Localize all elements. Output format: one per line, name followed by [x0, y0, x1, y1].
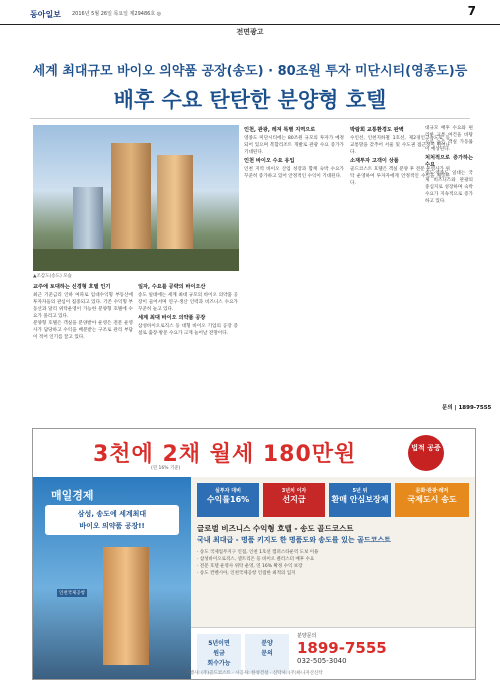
page-number: 7	[467, 4, 476, 18]
feature-value: 선지급	[282, 495, 306, 504]
article-column-3	[244, 125, 344, 420]
column-text: 송도 일대에는 세계 최대 규모의 바이오 의약품 공장이 들어서며 연구·생산 인력과 비즈니스 수요가 꾸준히 늘고 있다.	[138, 293, 238, 312]
phone-label: 분양문의	[297, 633, 317, 639]
building-image	[157, 155, 193, 263]
box-text: 원금	[213, 650, 225, 657]
box-text: 문의	[261, 650, 273, 657]
ad-title: 글로벌 비즈니스 수익형 호텔 - 송도 골드코스트	[197, 524, 354, 533]
column-heading: 소재투자 고객이 상품	[350, 158, 399, 164]
building-image	[111, 143, 151, 263]
feature-value: 수익률16%	[206, 495, 250, 504]
ad-note: (연 16% 기준)	[151, 466, 181, 471]
article-column-5	[425, 125, 473, 400]
list-item: · 전문 호텔 운영사 위탁 운영, 연 16% 확정 수익 보장	[197, 564, 303, 569]
ad-slogan	[45, 505, 179, 535]
newspaper-header	[0, 0, 500, 25]
headline-line-2: 배후 수요 탄탄한 분양형 호텔	[113, 88, 387, 112]
ad-feature-list	[197, 549, 469, 577]
ground-image	[33, 249, 239, 271]
column-heading: 인천 바이오 수요 유입	[244, 158, 295, 164]
inquiry-box	[245, 634, 289, 674]
feature-badge	[197, 483, 259, 517]
payback-box	[197, 634, 241, 674]
feature-value: 국제도시 송도	[407, 495, 457, 504]
slogan-line: 삼성, 송도에 세계최대	[77, 510, 147, 518]
feature-badge	[395, 483, 469, 517]
hotel-tower-image	[103, 547, 149, 665]
feature-caption: 5년 뒤	[352, 488, 368, 494]
column-heading: 교주에 토대하는 신경형 호텔 인기	[33, 284, 111, 290]
column-text: 인천 지역 바이오 산업 성장과 함께 숙박 수요가 꾸준히 증가하고 있어 안정적인 수익이 기대된다.	[244, 167, 344, 179]
notary-badge: 법적 공증	[408, 435, 444, 471]
column-heading: 박람회 교통환경도 완벽	[350, 127, 404, 133]
list-item: · 삼성바이오로직스, 셀트리온 등 바이오 클러스터 배후 수요	[197, 557, 315, 562]
phone-block	[297, 632, 469, 665]
column-text: 최근 기준금리 인하 여파로 임대수익형 부동산에 투자자들의 관심이 집중되고 있다. 기존 수익형 부동산과 달리 위탁운영이 가능한 분양형 호텔에 수요가 몰리고 있다.	[33, 293, 133, 319]
article-column-1	[33, 282, 133, 422]
slogan-line: 바이오 의약품 공장!!	[79, 522, 145, 530]
box-text: 분양	[261, 640, 273, 647]
ad-brand: 매일경제	[51, 489, 94, 502]
ad-headline: 3천에 2채 월세 180만원	[93, 442, 357, 467]
map-label: 인천국제공항	[59, 591, 86, 596]
box-text: 5년이면	[208, 640, 230, 647]
column-text: 영종도 미단시티에는 80조원 규모의 투자가 예정되어 있으며 복합리조트 개발로 관광 수요 증가가 기대된다.	[244, 136, 344, 155]
phone-number: 1899-7555	[297, 639, 387, 657]
column-text: 골드코스트 호텔은 객실 분양 후 전문 운영사가 위탁 운영하여 투자자에게 안정적인 수익을 제공한다.	[350, 167, 450, 186]
feature-badge	[263, 483, 325, 517]
photo-caption: ▲조감도(송도) 모습	[33, 274, 72, 279]
hotel-photo	[33, 125, 239, 271]
feature-badge	[329, 483, 391, 517]
feature-caption: 문화·관광·레저	[415, 488, 449, 494]
list-item: · 송도 국제업무지구 인접, 인천 1호선 캠퍼스타운역 도보 이용	[197, 550, 319, 555]
column-heading: 세계 최대 바이오 의약품 공장	[138, 315, 206, 321]
feature-caption: 3년치 이자	[281, 488, 307, 494]
column-text: 삼성바이오로직스 등 대형 바이오 기업의 공장 증설로 출장·방문 수요가 크게 늘어날 전망이다.	[138, 324, 238, 336]
column-text: 분양형 호텔은 객실을 분양받아 운영은 전문 운영사가 담당하고 수익을 배분받는 구조로 관리 부담이 적어 인기를 끌고 있다.	[33, 321, 133, 340]
column-heading: 일자, 수요를 공략의 바이오산	[138, 284, 206, 290]
ad-visual	[33, 477, 191, 679]
phone-number-secondary: 032-505-3040	[297, 657, 347, 665]
column-text: 송도·영종도 일대는 국제 비즈니스와 관광의 중심지로 성장하며 숙박 수요가 지속적으로 증가하고 있다.	[425, 171, 473, 204]
column-text: 대규모 배후 수요와 편리한 교통 여건을 바탕으로 높은 객실 가동률이 예상된다.	[425, 126, 473, 152]
issue-date: 2016년 5월 26일 목요일 제29486호 ◎	[72, 11, 162, 17]
newspaper-logo: 동아일보	[30, 10, 61, 19]
ad-footer: 시행사: (주)골드코스트 · 시공사: 한성건설 · 신탁사: (주)하나자산신탁	[185, 671, 323, 676]
column-heading: 인천, 관광, 레져 특별 지역으로	[244, 127, 316, 133]
advertisement	[32, 428, 476, 680]
column-heading: 처처적으로 증가하는 수요	[425, 155, 473, 168]
section-label: 전면광고	[236, 28, 264, 36]
article-column-2	[138, 282, 238, 422]
feature-caption: 실투자 대비	[215, 488, 241, 494]
list-item: · 송도 컨벤시아, 인천국제공항 인접한 최적의 입지	[197, 571, 296, 576]
headline-line-1: 세계 최대규모 바이오 의약품 공장(송도) · 80조원 투자 미단시티(영종도)등	[32, 64, 468, 79]
contact-phone: 문의 | 1899-7555	[442, 405, 492, 411]
feature-value: 환매 안심보장제	[331, 495, 389, 504]
ad-details	[191, 477, 475, 679]
ad-header	[33, 429, 475, 477]
box-text: 회수가능	[207, 660, 231, 667]
column-text: 수인선, 인천지하철 1호선, 제2경인고속도로 등 교통망을 갖추어 서울 및 수도권 접근성이 뛰어나다.	[350, 136, 450, 155]
ad-subtitle: 국내 최대급 - 명품 키지도 한 명품도와 송도를 있는 골드코스트	[197, 536, 391, 544]
divider	[30, 118, 470, 119]
